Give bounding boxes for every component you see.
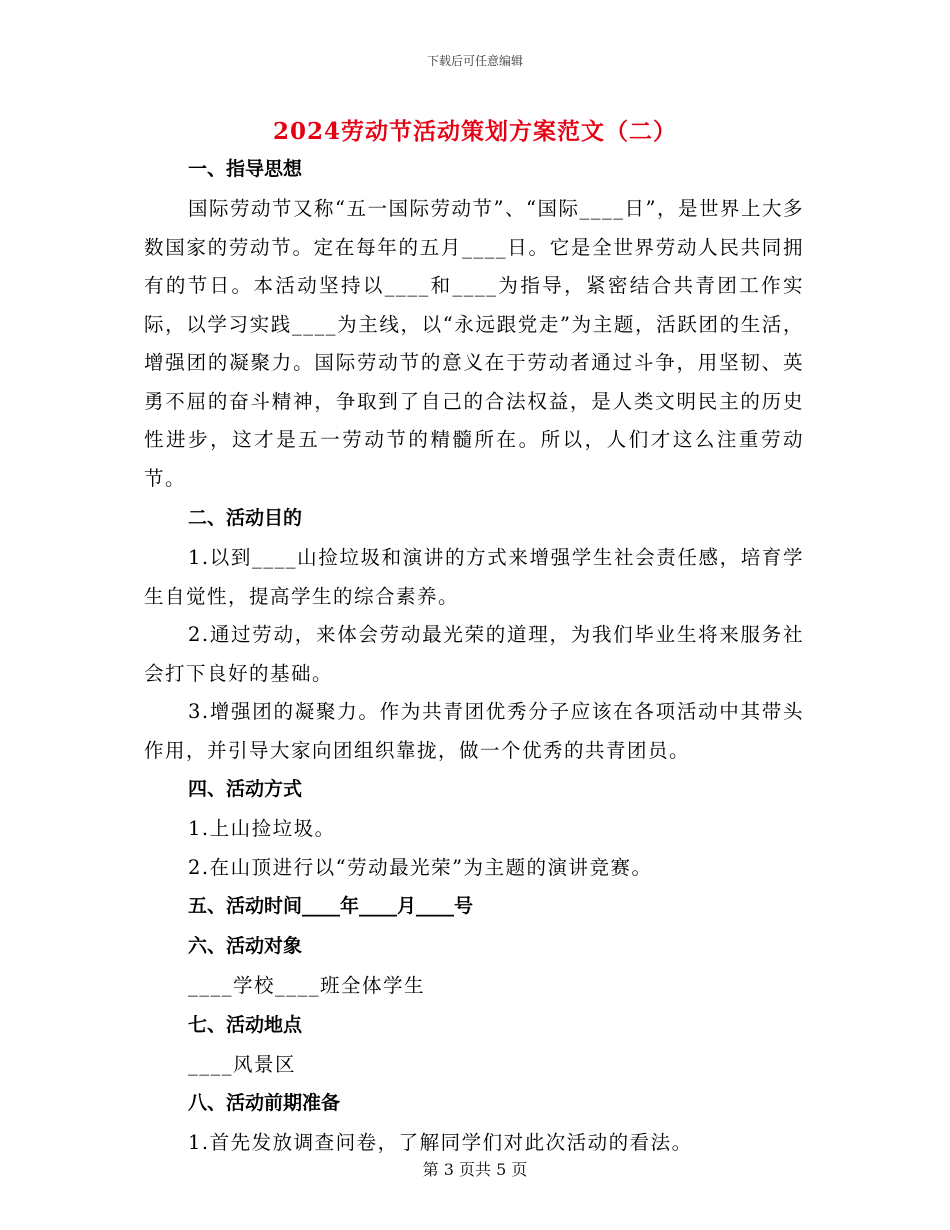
- section-text-activity-target: ____学校____班全体学生: [188, 974, 426, 997]
- list-item: 2.通过劳动，来体会劳动最光荣的道理，为我们毕业生将来服务社会打下良好的基础。: [144, 623, 804, 685]
- header-note: 下载后可任意编辑: [426, 54, 523, 68]
- section-heading-activity-method: 四、活动方式: [188, 778, 303, 800]
- section-heading-activity-target: 六、活动对象: [188, 935, 303, 957]
- list-item: 2.在山顶进行以“劳动最光荣”为主题的演讲竞赛。: [188, 855, 653, 879]
- section-paragraph-guiding-ideology: 国际劳动节又称“五一国际劳动节”、“国际____日”，是世界上大多数国家的劳动节。定在每年的五月____日。它是全世界劳动人民共同拥有的节日。本活动坚持以____和____为指导，紧密结合共青团工作实际，以学习实践____为主线，以“永远跟党走”为主题，活跃团的生活，增强团的凝聚力。国际劳动节的意义在于劳动者通过斗争，用坚韧、英勇不屈的奋斗精神，争取到了自己的合法权益，是人类文明民主的历史性进步，这才是五一劳动节的精髓所在。所以，人们才这么注重劳动节。: [144, 197, 804, 490]
- section-heading-activity-purpose: 二、活动目的: [188, 507, 303, 529]
- page-number: 第 3 页共 5 页: [422, 1160, 528, 1179]
- list-item: 3.增强团的凝聚力。作为共青团优秀分子应该在各项活动中其带头作用，并引导大家向团组织靠拢，做一个优秀的共青团员。: [144, 700, 804, 762]
- list-item: 1.首先发放调查问卷，了解同学们对此次活动的看法。: [188, 1131, 693, 1154]
- section-heading-preparation: 八、活动前期准备: [188, 1092, 341, 1114]
- document-title: 2024劳动节活动策划方案范文（二）: [272, 118, 677, 145]
- section-heading-activity-location: 七、活动地点: [188, 1013, 303, 1036]
- list-item: 1.上山捡垃圾。: [188, 817, 336, 840]
- document-body: [144, 150, 804, 1163]
- list-item: 1.以到____山捡垃圾和演讲的方式来增强学生社会责任感，培育学生自觉性，提高学生的综合素养。: [144, 546, 804, 608]
- section-heading-guiding-ideology: 一、指导思想: [188, 158, 303, 180]
- section-heading-activity-time: 五、活动时间____年____月____号: [188, 895, 474, 917]
- section-text-activity-location: ____风景区: [188, 1052, 297, 1076]
